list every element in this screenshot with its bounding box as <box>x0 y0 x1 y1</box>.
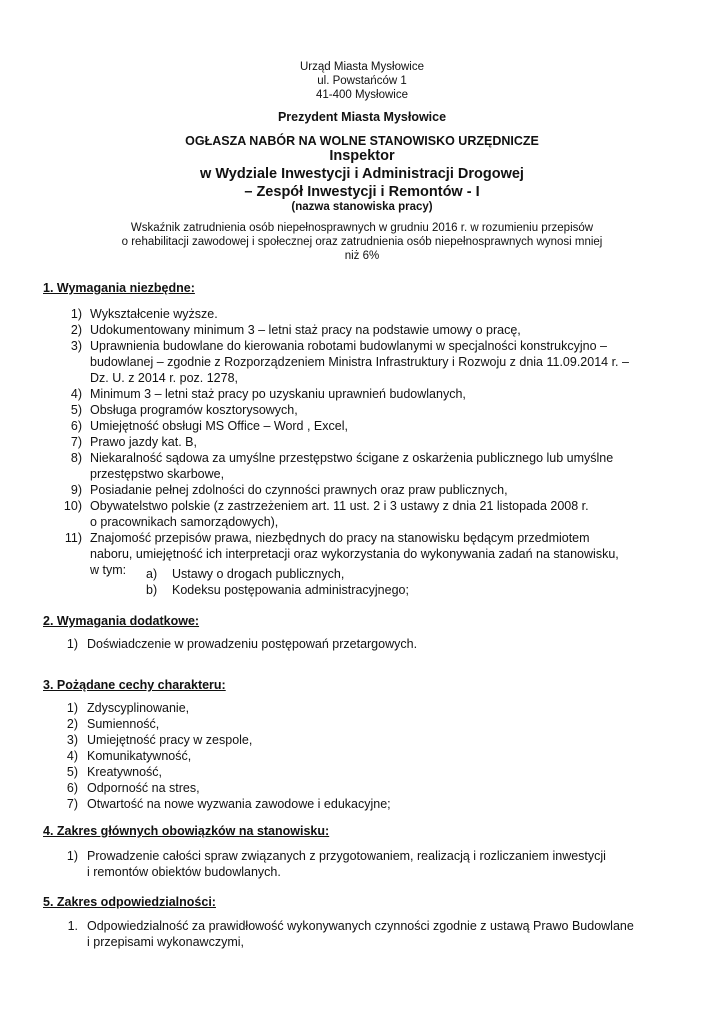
list-item-text: i przepisami wykonawczymi, <box>87 935 244 949</box>
list-item-number: 1) <box>66 849 78 863</box>
list-item-number: 6) <box>66 781 78 795</box>
list-item-text: Prowadzenie całości spraw związanych z przygotowaniem, realizacją i rozliczaniem inwestycji <box>87 849 606 863</box>
position-note: (nazwa stanowiska pracy) <box>291 201 433 213</box>
employment-line-2: o rehabilitacji zawodowej i społecznej oraz zatrudnienia osób niepełnosprawnych wynosi mniej <box>121 236 603 248</box>
list-item-text: Doświadczenie w prowadzeniu postępowań przetargowych. <box>87 637 418 651</box>
section-title: 4. Zakres głównych obowiązków na stanowisku: <box>43 824 330 838</box>
section-title: 5. Zakres odpowiedzialności: <box>43 895 216 909</box>
list-item-number: 1) <box>66 637 78 651</box>
team-title: – Zespół Inwestycji i Remontów - I <box>244 184 480 200</box>
list-item-number: 7) <box>70 435 82 449</box>
list-item-text: Umiejętność pracy w zespole, <box>87 733 253 747</box>
list-item-text: Zdyscyplinowanie, <box>87 701 190 715</box>
list-item-number: 2) <box>66 717 78 731</box>
list-item-text: Znajomość przepisów prawa, niezbędnych do pracy na stanowisku będącym przedmiotem <box>90 531 590 545</box>
list-item-number: 1) <box>70 307 82 321</box>
list-item-number: 10) <box>63 499 82 513</box>
list-item-text: Odporność na stres, <box>87 781 200 795</box>
list-item-text: Obsługa programów kosztorysowych, <box>90 403 298 417</box>
announcement-title: OGŁASZA NABÓR NA WOLNE STANOWISKO URZĘDNICZE <box>185 134 539 148</box>
list-item-text: Wykształcenie wyższe. <box>90 307 218 321</box>
office-name: Urząd Miasta Mysłowice <box>300 61 424 73</box>
employment-line-1: Wskaźnik zatrudnienia osób niepełnosprawnych w grudniu 2016 r. w rozumieniu przepisów <box>130 222 594 234</box>
list-item-text: Obywatelstwo polskie (z zastrzeżeniem art. 11 ust. 2 i 3 ustawy z dnia 21 listopada 2008 r. <box>90 499 589 513</box>
list-item-text: Komunikatywność, <box>87 749 192 763</box>
sub-list-item-text: Kodeksu postępowania administracyjnego; <box>172 583 409 597</box>
list-item-text: Uprawnienia budowlane do kierowania robotami budowlanymi w specjalności konstrukcyjno – <box>90 339 607 353</box>
list-item-text: Niekaralność sądowa za umyślne przestępstwo ścigane z oskarżenia publicznego lub umyślne <box>90 451 614 465</box>
president-title: Prezydent Miasta Mysłowice <box>277 110 447 124</box>
sub-list-item-letter: b) <box>146 583 158 597</box>
list-item-number: 9) <box>70 483 82 497</box>
list-item-number: 1. <box>67 919 78 933</box>
list-item-text: w tym: <box>90 563 127 577</box>
list-item-number: 2) <box>70 323 82 337</box>
section-title: 2. Wymagania dodatkowe: <box>43 614 200 628</box>
list-item-number: 3) <box>66 733 78 747</box>
list-item-text: i remontów obiektów budowlanych. <box>87 865 281 879</box>
list-item-text: Dz. U. z 2014 r. poz. 1278, <box>90 371 238 385</box>
list-item-text: Otwartość na nowe wyzwania zawodowe i edukacyjne; <box>87 797 391 811</box>
list-item-number: 5) <box>66 765 78 779</box>
office-city: 41-400 Mysłowice <box>315 89 409 101</box>
list-item-number: 6) <box>70 419 82 433</box>
office-street: ul. Powstańców 1 <box>317 75 407 87</box>
list-item-number: 3) <box>70 339 82 353</box>
list-item-text: Posiadanie pełnej zdolności do czynności prawnych oraz praw publicznych, <box>90 483 508 497</box>
list-item-text: Udokumentowany minimum 3 – letni staż pracy na podstawie umowy o pracę, <box>90 323 521 337</box>
list-item-number: 5) <box>70 403 82 417</box>
section-title: 3. Pożądane cechy charakteru: <box>43 678 226 692</box>
list-item-text: Kreatywność, <box>87 765 163 779</box>
list-item-text: przestępstwo skarbowe, <box>90 467 225 481</box>
list-item-text: Odpowiedzialność za prawidłowość wykonywanych czynności zgodnie z ustawą Prawo Budowlane <box>87 919 634 933</box>
employment-line-3: niż 6% <box>344 250 380 262</box>
list-item-text: Sumienność, <box>87 717 160 731</box>
list-item-number: 1) <box>66 701 78 715</box>
list-item-number: 4) <box>66 749 78 763</box>
sub-list-item-letter: a) <box>146 567 158 581</box>
list-item-text: Prawo jazdy kat. B, <box>90 435 197 449</box>
section-title: 1. Wymagania niezbędne: <box>43 281 195 295</box>
list-item-number: 8) <box>70 451 82 465</box>
list-item-number: 7) <box>66 797 78 811</box>
position-title: Inspektor <box>329 148 395 164</box>
list-item-text: o pracownikach samorządowych), <box>90 515 279 529</box>
list-item-text: naboru, umiejętność ich interpretacji oraz wykorzystania do wykonywania zadań na stanowisku, <box>90 547 619 561</box>
sub-list-item-text: Ustawy o drogach publicznych, <box>172 567 345 581</box>
list-item-number: 11) <box>64 531 82 545</box>
list-item-number: 4) <box>70 387 82 401</box>
list-item-text: budowlanej – zgodnie z Rozporządzeniem Ministra Infrastruktury i Rozwoju z dnia 11.09.2014 r. – <box>90 355 629 369</box>
list-item-text: Minimum 3 – letni staż pracy po uzyskaniu uprawnień budowlanych, <box>90 387 466 401</box>
department-title: w Wydziale Inwestycji i Administracji Drogowej <box>200 166 524 182</box>
list-item-text: Umiejętność obsługi MS Office – Word , Excel, <box>90 419 348 433</box>
